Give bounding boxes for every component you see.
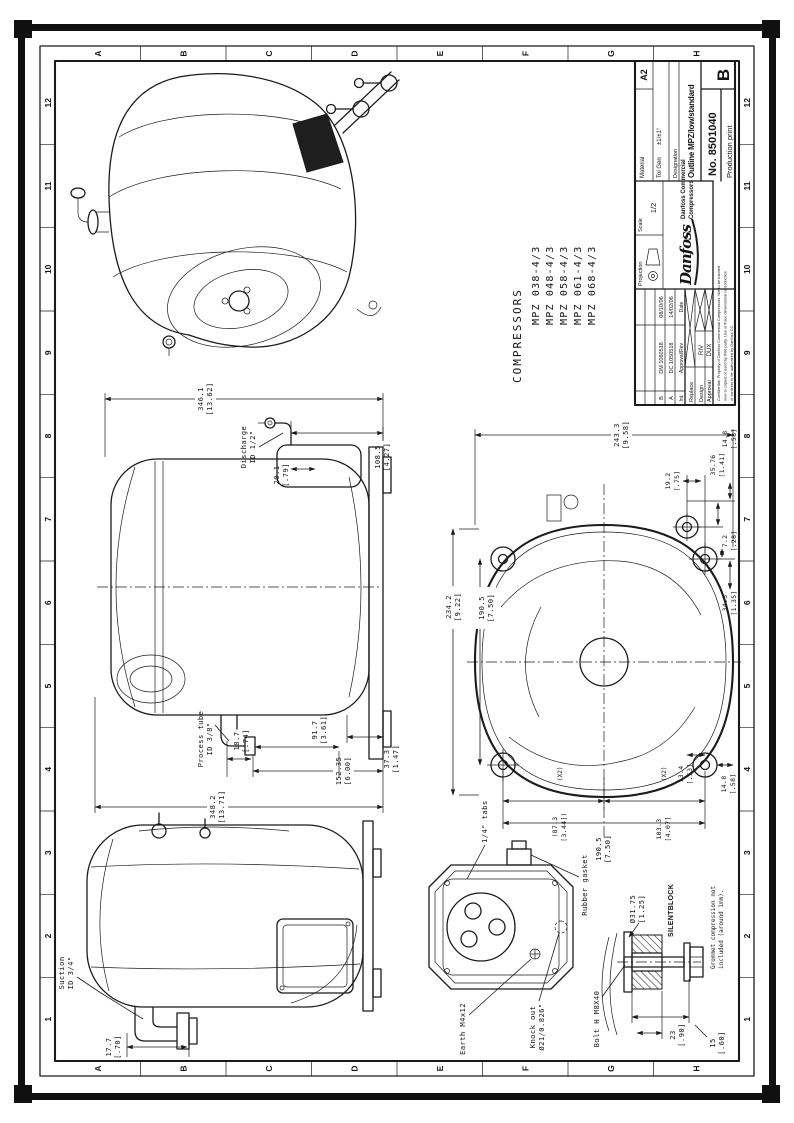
- corner-mark: [762, 1085, 780, 1103]
- zone-number: 8: [43, 433, 53, 439]
- zone-number: 12: [43, 97, 53, 108]
- rev-header: Approval/Rev: [679, 342, 685, 374]
- dim-text: [7.50]: [486, 593, 495, 623]
- grommet-note: Grommet compression not: [710, 885, 717, 969]
- suction-label: Suction: [57, 956, 66, 990]
- zone-letter: G: [606, 1065, 616, 1072]
- title-block: [635, 61, 735, 405]
- replace-label: Replace: [689, 381, 695, 402]
- dim-text: [13.71]: [217, 790, 226, 824]
- rev-letter: B: [659, 396, 665, 400]
- zone-number: 3: [43, 850, 53, 856]
- dia-label: Ø31.75: [628, 894, 637, 924]
- company-name: Danfoss Commercial: [681, 159, 687, 219]
- dim-text: [9.58]: [621, 420, 630, 450]
- dim-text: 348.2: [208, 795, 217, 819]
- dim-text: 190.5: [477, 596, 486, 620]
- designation-label: Designation: [673, 148, 679, 178]
- grommet-note: included (around 1mm).: [718, 889, 725, 969]
- approval-value: DUX: [707, 343, 713, 357]
- dim-text: 17.7: [104, 1037, 113, 1057]
- dim-text: (87.3: [551, 816, 559, 838]
- zone-number: 9: [43, 350, 53, 356]
- zone-letter: G: [606, 50, 616, 57]
- rev-date: 14/02/06: [669, 296, 675, 318]
- dim-text: [.28]: [730, 530, 738, 552]
- dim-text: 13.4: [677, 765, 685, 783]
- side-view: [95, 382, 400, 824]
- knockout-label: Knock out: [528, 1005, 537, 1049]
- gasket-label: Rubber gasket: [580, 854, 589, 916]
- dim-text: 35.76: [709, 454, 717, 476]
- dim-text: [9.22]: [453, 592, 462, 622]
- earth-label: Earth M4x12: [458, 1003, 467, 1055]
- dim-text: 37.3: [382, 749, 391, 769]
- compressor-model: MPZ 038-4/3: [531, 245, 542, 325]
- zone-number: 11: [742, 181, 752, 191]
- compressor-list: [511, 246, 598, 383]
- drawing-canvas: [39, 45, 755, 1077]
- isometric-view: [71, 72, 399, 362]
- dim-text: 103.3: [655, 818, 663, 840]
- zone-letter: D: [349, 50, 360, 57]
- silentblock-label: SILENTBLOCK: [668, 883, 675, 937]
- dim-text: 15: [708, 1038, 717, 1048]
- confidential-text: over to copied or used by third party. Use or three dimensional reproduction: [722, 271, 728, 401]
- bolt-detail: [592, 884, 726, 1055]
- dim-text: 346.1: [196, 387, 205, 411]
- zone-number: 4: [742, 766, 752, 772]
- zone-letter: C: [264, 1065, 274, 1072]
- dim-text: 23: [668, 1030, 677, 1040]
- dim-text: 14.8: [720, 775, 728, 793]
- zone-number: 11: [43, 181, 53, 191]
- rotated-drawing-sheet: [39, 45, 755, 1077]
- discharge-label: Discharge: [239, 425, 248, 469]
- zone-letter: D: [349, 1065, 360, 1072]
- zone-number: 7: [43, 516, 53, 522]
- corner-mark: [14, 20, 32, 38]
- rev-letter: A: [669, 396, 675, 400]
- dim-text: 91.7: [310, 720, 319, 740]
- zone-letter: F: [520, 1065, 531, 1072]
- zone-number: 8: [742, 433, 752, 439]
- dim-text: [7.50]: [603, 834, 612, 864]
- top-view: [443, 418, 741, 863]
- dim-text: [.60]: [717, 1031, 726, 1055]
- compressor-list-title: COMPRESSORS: [511, 288, 524, 383]
- zone-number: 4: [43, 766, 53, 772]
- dim-text: 234.2: [444, 595, 453, 619]
- confidential-text: of contents to be authorized by Danfoss CC.: [729, 324, 734, 401]
- zone-number: 9: [742, 350, 752, 356]
- dim-text: [4.27]: [382, 442, 391, 472]
- corner-mark: [762, 20, 780, 38]
- designation-value: Outline MPZ/low/standard: [687, 84, 696, 178]
- zone-number: 2: [43, 933, 53, 939]
- rev-ref: DC 1050518: [669, 342, 675, 374]
- design-value: RIV: [699, 344, 705, 356]
- scale-label: Scale: [638, 218, 644, 232]
- zone-letter: E: [435, 1065, 445, 1072]
- dim-text: [.58]: [729, 773, 737, 795]
- dim-text: 20.1: [272, 465, 281, 485]
- dim-text: 34.3: [721, 594, 729, 612]
- tol-value: ±1/±1°: [657, 127, 663, 145]
- compressor-model: MPZ 048-4/3: [545, 245, 556, 325]
- zone-number: 10: [742, 264, 752, 275]
- danfoss-logo: Danfoss: [677, 225, 695, 285]
- corner-mark: [14, 1085, 32, 1103]
- compressor-model: MPZ 058-4/3: [559, 245, 570, 325]
- zone-number: 7: [742, 516, 752, 522]
- dim-text: [4.07]: [664, 816, 672, 842]
- sheet-size: A2: [639, 69, 649, 81]
- projection-label: Projection: [638, 261, 644, 286]
- zone-letter: E: [435, 50, 445, 57]
- bolt-label: Bolt H M8X40: [592, 990, 601, 1048]
- process-label: ID 3/8": [205, 722, 214, 756]
- dim-text: 19.2: [664, 472, 672, 490]
- revision-letter: B: [714, 68, 733, 82]
- zone-number: 12: [742, 97, 752, 108]
- rev-date: 08/10/06: [659, 296, 665, 318]
- design-label: Design: [699, 384, 705, 402]
- dim-text: 18.7: [232, 731, 241, 751]
- print-type: Production print: [725, 125, 734, 178]
- zone-number: 2: [742, 933, 752, 939]
- zone-number: 3: [742, 850, 752, 856]
- zone-letter: C: [264, 50, 274, 57]
- dim-text: [3.44]): [560, 812, 568, 842]
- dim-text: [1.47]: [391, 744, 400, 774]
- knockout-label: Ø21/0.826": [537, 1003, 546, 1051]
- rev-header: Int.: [679, 394, 685, 402]
- zone-letter: A: [93, 50, 103, 57]
- dim-text: [6.00]: [343, 756, 352, 786]
- approval-label: Approval: [707, 380, 713, 402]
- rev-ref: DM 1060518: [659, 342, 665, 374]
- dim-text: [13.62]: [205, 382, 214, 416]
- zone-number: 1: [742, 1016, 752, 1022]
- suction-label: ID 3/4": [66, 956, 75, 990]
- compressor-model: MPZ 068-4/3: [587, 245, 598, 325]
- tabs-label: 1/4" tabs: [480, 800, 489, 843]
- zone-number: 6: [742, 600, 752, 606]
- dim-text: [.75]: [673, 470, 681, 492]
- zone-letter: H: [691, 50, 702, 57]
- dim-text: [.70]: [113, 1035, 122, 1059]
- zone-number: 6: [43, 600, 53, 606]
- dim-text: 152.35: [334, 756, 343, 786]
- dim-text: (X2): [557, 766, 564, 781]
- zone-letter: F: [520, 50, 531, 57]
- compressor-model: MPZ 061-4/3: [573, 245, 584, 325]
- tol-label: Tol Gen: [657, 157, 663, 178]
- dim-text: 14.8: [721, 430, 729, 448]
- zone-number: 5: [742, 683, 752, 689]
- dim-text: (X2): [661, 766, 668, 781]
- confidential-text: Confidential: Property of Danfoss Commercial Compressors. Not to be handed: [716, 265, 721, 401]
- scale-value: 1/2: [649, 202, 658, 214]
- projection-symbol-icon: [649, 272, 658, 281]
- rev-header: Date: [679, 301, 685, 313]
- zone-number: 5: [43, 683, 53, 689]
- process-label: Process tube: [196, 710, 205, 768]
- front-view: [57, 813, 381, 1059]
- dia-label: [1.25]: [637, 894, 646, 924]
- dim-text: 243.3: [612, 423, 621, 447]
- dim-text: [.58]: [730, 428, 738, 450]
- dim-text: [.53]: [686, 763, 694, 785]
- company-name: Compressors: [689, 180, 695, 219]
- zone-number: 10: [43, 264, 53, 275]
- dim-text: [1.35]: [730, 590, 738, 616]
- dim-text: 190.5: [594, 837, 603, 861]
- dim-text: [3.61]: [319, 715, 328, 745]
- dim-text: [.79]: [281, 463, 290, 487]
- zone-letter: A: [93, 1065, 103, 1072]
- dim-text: [1.41]: [718, 452, 726, 478]
- doc-number: No. 8501040: [707, 112, 719, 176]
- dim-text: 108.5: [373, 445, 382, 469]
- dim-text: [.74]: [241, 729, 250, 753]
- zone-letter: B: [178, 1065, 189, 1072]
- material-label: Material: [640, 156, 646, 178]
- zone-letter: H: [691, 1065, 702, 1072]
- zone-letter: B: [178, 50, 189, 57]
- discharge-label: ID 1/2": [248, 430, 257, 464]
- dim-text: 7.2: [721, 534, 729, 548]
- zone-number: 1: [43, 1016, 53, 1022]
- sheet-frame: [40, 46, 754, 1076]
- dim-text: [.90]: [677, 1023, 686, 1047]
